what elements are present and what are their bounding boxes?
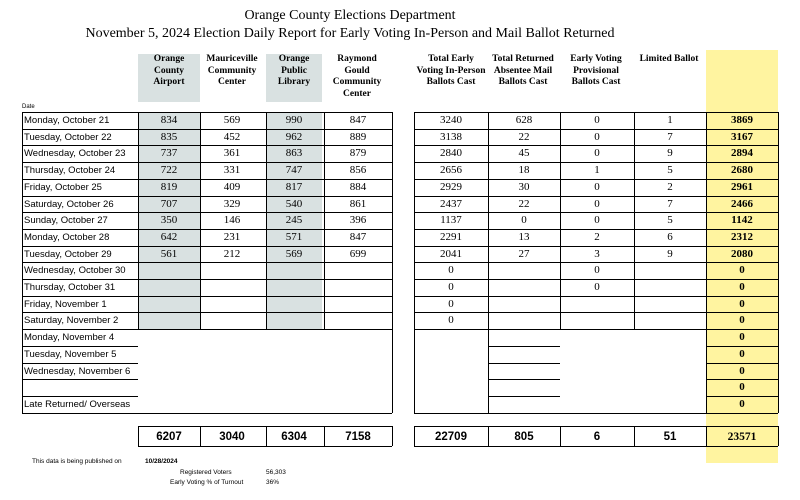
row-divider — [488, 396, 560, 397]
turnout-label: Early Voting % of Turnout — [170, 479, 244, 486]
header-total-early-voting: Total Early Voting In-Person Ballots Cast — [416, 54, 486, 87]
table-cell: 0 — [739, 264, 745, 277]
row-divider — [414, 246, 778, 247]
header-limited-ballot: Limited Ballot — [639, 54, 699, 64]
table-cell: 30 — [518, 180, 530, 193]
row-divider — [414, 262, 778, 263]
table-cell: 27 — [518, 247, 530, 260]
table-cell: 2929 — [440, 180, 462, 193]
table-cell: 861 — [349, 197, 367, 210]
table-cell: 0 — [594, 264, 600, 277]
table-cell: 722 — [160, 164, 178, 177]
table-cell: 0 — [448, 281, 454, 293]
table-cell: 3240 — [440, 114, 462, 126]
table-cell: 1142 — [731, 214, 753, 227]
row-divider — [706, 379, 778, 380]
table-cell: 962 — [285, 130, 303, 143]
row-divider — [414, 279, 778, 280]
table-cell: 863 — [285, 147, 303, 160]
totals-border — [138, 426, 392, 427]
totals-divider — [392, 426, 393, 446]
table-cell: 2291 — [440, 230, 462, 243]
table-cell: 5 — [667, 164, 673, 177]
row-divider — [414, 129, 778, 130]
table-cell: 2 — [667, 180, 673, 193]
table-cell: 0 — [594, 214, 600, 227]
table-cell: 22 — [518, 197, 530, 210]
table-cell: 0 — [594, 130, 600, 143]
table-cell: 0 — [521, 214, 527, 227]
row-date-label: Late Returned/ Overseas — [24, 398, 131, 410]
row-divider — [22, 396, 138, 397]
total-value: 51 — [663, 431, 677, 443]
row-divider — [488, 346, 560, 347]
row-divider — [22, 346, 138, 347]
row-date-label: Friday, October 25 — [24, 181, 102, 193]
table-cell: 231 — [223, 230, 241, 243]
row-divider — [706, 363, 778, 364]
table-cell: 2680 — [731, 164, 753, 177]
row-divider — [414, 145, 778, 146]
table-cell: 0 — [594, 180, 600, 193]
row-divider — [22, 262, 392, 263]
table-cell: 3869 — [731, 114, 753, 126]
table-cell: 452 — [223, 130, 241, 143]
table-cell: 1137 — [440, 214, 462, 227]
table-cell: 0 — [594, 114, 600, 126]
table-cell: 2437 — [440, 197, 462, 210]
table-cell: 6 — [667, 230, 673, 243]
total-value: 6304 — [281, 431, 307, 443]
table-cell: 2656 — [440, 164, 462, 177]
table-cell: 0 — [739, 331, 745, 344]
row-divider — [488, 363, 560, 364]
row-date-label: Saturday, October 26 — [24, 198, 114, 210]
row-divider — [414, 162, 778, 163]
row-divider — [22, 229, 392, 230]
table-cell: 561 — [160, 247, 178, 260]
column-divider — [560, 112, 561, 329]
table-cell: 361 — [223, 147, 241, 160]
table-cell: 1 — [594, 164, 600, 177]
table-cell: 737 — [160, 147, 178, 160]
table-cell: 856 — [349, 164, 367, 177]
row-divider — [414, 312, 778, 313]
table-cell: 847 — [349, 230, 367, 243]
row-divider — [706, 346, 778, 347]
row-date-label: Monday, October 28 — [24, 231, 110, 243]
column-divider — [392, 112, 393, 413]
row-divider — [414, 112, 778, 113]
row-divider — [22, 413, 392, 414]
row-divider — [22, 129, 392, 130]
table-cell: 0 — [448, 297, 454, 310]
table-cell: 819 — [160, 180, 178, 193]
table-cell: 0 — [448, 264, 454, 277]
row-divider — [22, 279, 392, 280]
row-divider — [22, 329, 392, 330]
table-cell: 2466 — [731, 197, 753, 210]
header-total-absentee: Total Returned Absentee Mail Ballots Cast — [492, 54, 554, 87]
total-value: 23571 — [727, 431, 757, 443]
totals-border — [414, 446, 778, 447]
table-cell: 0 — [739, 297, 745, 310]
table-cell: 569 — [285, 247, 303, 260]
table-cell: 699 — [349, 247, 367, 260]
table-cell: 990 — [285, 114, 303, 126]
table-cell: 2961 — [731, 180, 753, 193]
row-divider — [22, 162, 392, 163]
row-divider — [22, 196, 392, 197]
table-cell: 2894 — [731, 147, 753, 160]
turnout-value: 36% — [266, 479, 280, 486]
table-cell: 628 — [515, 114, 533, 126]
table-cell: 7 — [667, 197, 673, 210]
column-divider — [488, 112, 489, 413]
table-cell: 1 — [667, 114, 673, 126]
row-divider — [414, 329, 778, 330]
table-cell: 0 — [594, 281, 600, 293]
table-cell: 22 — [518, 130, 530, 143]
table-cell: 331 — [223, 164, 241, 177]
row-divider — [414, 179, 778, 180]
row-date-label: Monday, October 21 — [24, 115, 110, 126]
row-divider — [22, 212, 392, 213]
table-cell: 3138 — [440, 130, 462, 143]
table-cell: 569 — [223, 114, 241, 126]
registered-voters-value: 56,303 — [266, 469, 286, 476]
date-column-label: Date — [22, 104, 35, 110]
total-value: 3040 — [219, 431, 245, 443]
row-divider — [22, 363, 138, 364]
table-cell: 0 — [739, 381, 745, 394]
row-divider — [22, 312, 392, 313]
table-cell: 834 — [160, 114, 178, 126]
row-date-label: Saturday, November 2 — [24, 315, 119, 327]
table-cell: 350 — [160, 214, 178, 227]
row-date-label: Monday, November 4 — [24, 332, 115, 344]
report-title: Orange County Elections Department — [244, 8, 456, 23]
table-cell: 212 — [223, 247, 241, 260]
table-cell: 0 — [739, 347, 745, 360]
totals-border — [138, 446, 392, 447]
table-cell: 747 — [285, 164, 303, 177]
table-cell: 0 — [739, 281, 745, 293]
table-cell: 13 — [518, 230, 530, 243]
column-divider — [414, 112, 415, 413]
totals-divider — [778, 426, 779, 446]
table-cell: 3 — [594, 247, 600, 260]
row-divider — [414, 212, 778, 213]
table-cell: 18 — [518, 164, 530, 177]
published-label: This data is being published on — [32, 458, 122, 465]
row-divider — [22, 379, 138, 380]
table-cell: 835 — [160, 130, 178, 143]
table-cell: 571 — [285, 230, 303, 243]
header-provisional: Early Voting Provisional Ballots Cast — [570, 54, 622, 87]
table-cell: 540 — [285, 197, 303, 210]
row-divider — [706, 396, 778, 397]
row-divider — [22, 145, 392, 146]
table-cell: 884 — [349, 180, 367, 193]
column-divider — [200, 112, 201, 329]
row-divider — [414, 229, 778, 230]
row-divider — [488, 379, 560, 380]
row-date-label: Tuesday, October 22 — [24, 131, 112, 143]
published-date: 10/28/2024 — [145, 458, 178, 465]
header-mauriceville: Mauriceville Community Center — [206, 54, 258, 87]
column-divider — [634, 112, 635, 329]
column-divider — [266, 112, 267, 329]
table-cell: 0 — [739, 314, 745, 327]
table-cell: 2840 — [440, 147, 462, 160]
table-cell: 146 — [223, 214, 241, 227]
table-cell: 245 — [285, 214, 303, 227]
row-divider — [22, 112, 392, 113]
total-value: 7158 — [345, 431, 371, 443]
column-divider — [138, 112, 139, 329]
table-cell: 0 — [739, 364, 745, 377]
table-cell: 2041 — [440, 247, 462, 260]
header-orange-public-library: Orange Public Library — [266, 54, 322, 102]
row-date-label: Sunday, October 27 — [24, 215, 108, 227]
column-divider — [324, 112, 325, 329]
row-divider — [22, 179, 392, 180]
column-divider — [778, 112, 779, 413]
total-value: 805 — [514, 431, 534, 443]
table-cell: 396 — [349, 214, 367, 227]
table-cell: 817 — [285, 180, 303, 193]
table-cell: 9 — [667, 147, 673, 160]
table-cell: 3167 — [731, 130, 753, 143]
total-value: 6 — [593, 431, 601, 443]
table-cell: 0 — [448, 314, 454, 327]
table-cell: 7 — [667, 130, 673, 143]
row-divider — [22, 246, 392, 247]
total-value: 22709 — [435, 431, 467, 443]
table-cell: 329 — [223, 197, 241, 210]
table-cell: 45 — [518, 147, 530, 160]
row-divider — [22, 296, 392, 297]
table-cell: 409 — [223, 180, 241, 193]
row-date-label: Wednesday, November 6 — [24, 365, 131, 377]
total-value: 6207 — [156, 431, 182, 443]
table-cell: 2 — [594, 230, 600, 243]
row-date-label: Thursday, October 31 — [24, 282, 116, 293]
table-cell: 5 — [667, 214, 673, 227]
table-cell: 0 — [594, 197, 600, 210]
row-date-label: Friday, November 1 — [24, 298, 107, 310]
table-cell: 707 — [160, 197, 178, 210]
table-cell: 879 — [349, 147, 367, 160]
totals-border — [414, 426, 778, 427]
table-cell: 889 — [349, 130, 367, 143]
row-date-label: Wednesday, October 30 — [24, 265, 126, 277]
table-cell: 642 — [160, 230, 178, 243]
row-date-label: Wednesday, October 23 — [24, 148, 126, 160]
table-cell: 0 — [739, 397, 745, 410]
table-cell: 847 — [349, 114, 367, 126]
row-date-label: Tuesday, October 29 — [24, 248, 112, 260]
column-divider — [706, 112, 707, 413]
registered-voters-label: Registered Voters — [180, 469, 232, 476]
table-cell: 2312 — [731, 230, 753, 243]
row-divider — [414, 413, 778, 414]
table-cell: 0 — [594, 147, 600, 160]
row-divider — [414, 296, 778, 297]
header-raymond-gould: Raymond Gould Community Center — [332, 54, 382, 99]
row-date-label: Thursday, October 24 — [24, 165, 116, 177]
row-divider — [414, 196, 778, 197]
report-subtitle: November 5, 2024 Election Daily Report for Early Voting In-Person and Mail Ballot Returned — [85, 26, 615, 41]
table-cell: 2080 — [731, 247, 753, 260]
header-orange-county-airport: Orange County Airport — [138, 54, 200, 102]
table-cell: 9 — [667, 247, 673, 260]
row-date-label: Tuesday, November 5 — [24, 348, 117, 360]
column-divider — [22, 112, 23, 413]
